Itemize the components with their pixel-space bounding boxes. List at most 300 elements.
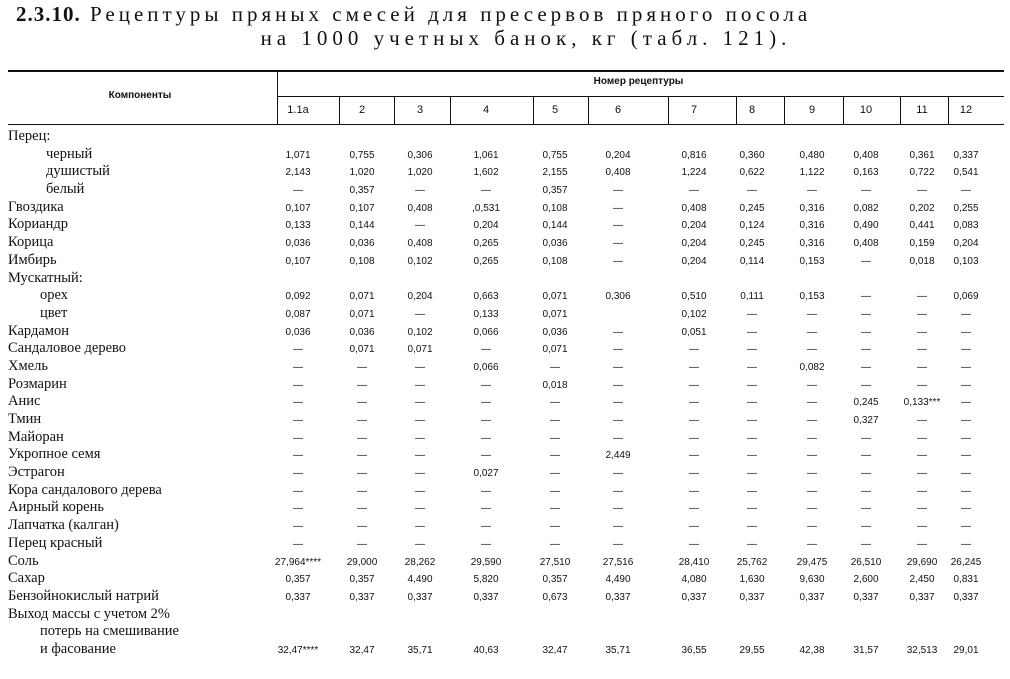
table-cell: 29,475 [796,556,828,568]
table-cell: 0,071 [542,344,568,356]
table-cell: — [550,415,560,426]
table-cell: 28,262 [404,556,436,568]
table-row [0,570,1010,588]
row-label: Бензойнокислый натрий [8,587,159,604]
table-cell: — [807,308,817,320]
row-label: белый [46,181,85,198]
table-cell: — [357,468,367,480]
table-cell: — [357,450,367,462]
table-cell: 0,082 [799,361,825,373]
table-cell: 0,337 [909,591,935,603]
row-label: Эстрагон [8,464,65,481]
table-cell: — [747,503,757,515]
row-label: черный [46,145,93,162]
column-separator [277,71,278,125]
table-cell: 0,083 [953,220,979,232]
table-cell: 27,516 [602,556,634,568]
row-label: Перец: [8,128,51,144]
table-cell: — [689,432,699,444]
table-cell: 0,066 [473,326,499,338]
table-row [0,517,1010,535]
table-cell: — [861,468,871,480]
page-title [16,2,996,50]
table-cell: 0,357 [349,185,375,197]
table-row [0,181,1010,199]
row-label: Имбирь [8,251,57,268]
table-cell: 1,061 [473,149,499,161]
title-line-2: на 1000 учетных банок, кг (табл. 121). [260,26,792,50]
table-cell: — [550,485,560,497]
table-cell: — [747,326,757,338]
table-cell: 0,071 [542,291,568,303]
table-cell: — [807,485,817,497]
column-header-8: 8 [748,104,756,116]
table-cell: 0,337 [407,591,433,603]
table-cell: 1,630 [739,574,765,586]
column-header-5: 5 [551,104,559,116]
table-cell: — [613,185,623,197]
table-cell: 0,265 [473,255,499,267]
table-cell: — [481,503,491,515]
table-cell: 0,831 [953,574,979,586]
column-separator [843,96,844,125]
table-cell: — [415,308,425,320]
table-cell: 0,204 [407,291,433,303]
table-row [0,464,1010,482]
table-cell: — [613,361,623,373]
table-cell: — [917,379,927,391]
table-cell: — [747,308,757,320]
column-separator [339,96,340,125]
row-label: Перец красный [8,534,103,551]
table-cell: — [357,415,367,426]
table-cell: ,0,531 [472,202,500,214]
table-cell: 29,690 [906,556,938,568]
table-cell: — [747,361,757,373]
table-cell: 1,602 [473,167,499,179]
table-cell: — [917,432,927,444]
table-cell: — [613,397,623,409]
table-cell: — [861,255,871,267]
table-cell: — [689,379,699,391]
column-separator [450,96,451,125]
recipe-number-header: Номер рецептуры [593,76,684,87]
table-cell: 32,47 [349,644,375,656]
table-cell: — [747,344,757,356]
table-cell: — [961,468,971,480]
table-cell: — [613,344,623,356]
table-cell: 0,036 [285,238,311,250]
table-cell: — [861,344,871,356]
table-cell: 0,255 [953,202,979,214]
table-cell: — [357,538,367,550]
table-cell: — [961,361,971,373]
table-cell: 0,163 [853,167,879,179]
table-cell: 0,144 [349,220,375,232]
column-separator [668,96,669,125]
table-cell: 0,071 [349,344,375,356]
table-cell: — [293,185,303,197]
row-label: Корица [8,234,54,251]
row-label: Кора сандалового дерева [8,481,162,498]
table-cell: — [293,432,303,444]
table-cell: — [861,538,871,550]
table-cell: — [917,415,927,426]
table-cell: 0,204 [605,149,631,161]
table-cell: 0,202 [909,202,935,214]
table-cell: — [807,344,817,356]
table-cell: — [415,450,425,462]
table-cell: — [293,538,303,550]
table-cell: — [293,344,303,356]
table-cell: 0,722 [909,167,935,179]
table-row [0,499,1010,517]
table-cell: 0,316 [799,238,825,250]
table-cell: 0,337 [853,591,879,603]
table-cell: — [613,521,623,533]
table-cell: 0,755 [542,149,568,161]
table-cell: 0,408 [681,202,707,214]
table-cell: 0,663 [473,291,499,303]
table-cell: — [357,485,367,497]
table-cell: — [613,379,623,391]
table-cell: — [481,485,491,497]
table-cell: — [415,379,425,391]
table-cell: 0,337 [953,591,979,603]
table-cell: 28,410 [678,556,710,568]
table-cell: 0,337 [739,591,765,603]
table-cell: — [917,344,927,356]
table-cell: — [613,255,623,267]
table-cell: — [807,326,817,338]
components-header: Компоненты [108,90,172,101]
table-cell: — [747,397,757,409]
table-cell: 0,159 [909,238,935,250]
table-cell: — [415,415,425,426]
table-cell: 0,204 [953,238,979,250]
table-cell: 0,071 [407,344,433,356]
table-cell: — [861,450,871,462]
table-cell: — [807,185,817,197]
table-cell: — [550,361,560,373]
table-cell: — [961,450,971,462]
table-cell: — [481,397,491,409]
table-row [0,553,1010,571]
table-row [0,199,1010,217]
table-cell: — [357,503,367,515]
table-cell: 0,071 [349,308,375,320]
table-cell: — [415,503,425,515]
row-label: и фасование [40,640,116,657]
table-cell: 0,018 [542,379,568,391]
table-cell: — [689,450,699,462]
table-row [0,393,1010,411]
table-cell: — [613,415,623,426]
table-cell: 0,337 [605,591,631,603]
table-cell: 0,069 [953,291,979,303]
table-cell: 0,102 [407,255,433,267]
section-number: 2.3.10. [16,2,81,26]
table-cell: — [861,432,871,444]
table-cell: — [807,379,817,391]
row-label: Мускатный: [8,269,83,286]
column-separator [784,96,785,125]
table-row [0,429,1010,447]
table-cell: — [689,485,699,497]
table-cell: 1,020 [349,167,375,179]
table-cell: 0,337 [799,591,825,603]
table-cell: — [807,415,817,426]
title-line-1: Рецептуры пряных смесей для пресервов пряного посола [90,2,812,26]
table-cell: — [415,185,425,197]
table-cell: — [481,432,491,444]
table-cell: — [861,326,871,338]
table-cell: 29,000 [346,556,378,568]
table-cell: 0,103 [953,255,979,267]
table-cell: — [917,521,927,533]
header-sub-rule [277,96,1004,97]
recipe-table [0,128,1010,659]
table-cell: — [961,397,971,409]
table-cell: — [613,503,623,515]
table-cell: — [961,521,971,533]
table-cell: — [293,361,303,373]
table-cell: 0,316 [799,202,825,214]
table-cell: 0,018 [909,255,935,267]
table-row [0,376,1010,394]
table-cell: — [689,361,699,373]
table-cell: — [861,291,871,303]
table-cell: 0,441 [909,220,935,232]
table-cell: 0,107 [349,202,375,214]
table-cell: 4,490 [407,574,433,586]
row-label: Кориандр [8,216,69,233]
table-row [0,323,1010,341]
table-cell: 0,051 [681,326,707,338]
row-label: Сахар [8,570,45,587]
table-cell: — [917,538,927,550]
column-header-11: 11 [916,104,928,116]
table-cell: 29,590 [470,556,502,568]
table-cell: — [747,521,757,533]
column-header-6: 6 [614,104,622,116]
table-cell: 0,265 [473,238,499,250]
table-cell: 0,027 [473,468,499,480]
table-cell: 4,490 [605,574,631,586]
table-cell: 0,357 [285,574,311,586]
table-cell: 0,337 [285,591,311,603]
table-cell: 32,47 [542,644,568,656]
table-cell: 29,55 [739,644,765,656]
table-cell: — [613,326,623,338]
table-cell: — [917,308,927,320]
column-separator [900,96,901,125]
table-cell: — [807,450,817,462]
table-cell: 2,450 [909,574,935,586]
table-cell: — [689,415,699,426]
table-cell: — [481,185,491,197]
table-cell: — [917,503,927,515]
table-cell: — [961,485,971,497]
table-cell: — [550,521,560,533]
table-cell: — [861,485,871,497]
table-cell: 0,066 [473,361,499,373]
table-cell: 0,622 [739,167,765,179]
table-cell: — [807,521,817,533]
column-header-2: 2 [358,104,366,116]
table-cell: 0,153 [799,291,825,303]
column-header-7: 7 [690,104,698,116]
table-cell: 0,204 [473,220,499,232]
table-cell: 32,47**** [277,644,319,656]
table-row [0,482,1010,500]
table-cell: 0,510 [681,291,707,303]
table-cell: 0,133*** [903,397,941,409]
table-cell: — [415,361,425,373]
table-cell: — [961,538,971,550]
table-row [0,305,1010,323]
table-cell: 27,964**** [274,556,322,568]
row-label: орех [40,287,68,304]
table-cell: — [293,415,303,426]
row-label: Розмарин [8,375,67,392]
table-cell: 0,092 [285,291,311,303]
row-label: Майоран [8,428,64,445]
table-cell: — [807,538,817,550]
table-cell: 0,357 [349,574,375,586]
table-cell: — [747,432,757,444]
row-label: Соль [8,552,39,569]
table-cell: — [807,397,817,409]
table-cell: 31,57 [853,644,879,656]
table-cell: 25,762 [736,556,768,568]
table-cell: — [293,468,303,480]
row-label: Тмин [8,411,42,427]
table-cell: 9,630 [799,574,825,586]
table-cell: — [807,432,817,444]
table-cell: — [613,538,623,550]
table-cell: 26,245 [950,556,982,568]
table-cell: — [961,379,971,391]
table-cell: 26,510 [850,556,882,568]
table-cell: — [550,503,560,515]
table-cell: 0,316 [799,220,825,232]
table-cell: — [293,485,303,497]
table-cell: 0,153 [799,255,825,267]
table-cell: 0,108 [349,255,375,267]
table-cell: 1,071 [285,149,311,161]
table-cell: 0,245 [853,397,879,409]
table-cell: — [861,379,871,391]
table-cell: 0,204 [681,238,707,250]
column-header-12: 12 [959,104,973,116]
table-cell: 32,513 [906,644,938,656]
table-cell: — [357,521,367,533]
table-cell: 0,204 [681,255,707,267]
table-cell: 0,306 [605,291,631,303]
table-cell: 0,144 [542,220,568,232]
table-cell: 0,071 [349,291,375,303]
table-cell: — [689,468,699,480]
table-cell: 0,357 [542,185,568,197]
table-cell: — [689,521,699,533]
table-cell: 40,63 [473,644,499,656]
table-row [0,128,1010,146]
column-header-4: 4 [482,104,490,116]
table-cell: 36,55 [681,644,707,656]
table-cell: — [415,220,425,232]
table-cell: — [613,485,623,497]
table-cell: — [861,308,871,320]
table-row [0,234,1010,252]
table-cell: 0,755 [349,149,375,161]
table-cell: 2,143 [285,167,311,179]
table-row [0,606,1010,624]
table-cell: 0,107 [285,202,311,214]
table-cell: 0,036 [349,238,375,250]
table-cell: 0,816 [681,149,707,161]
table-cell: — [357,432,367,444]
table-cell: — [917,450,927,462]
table-cell: — [481,521,491,533]
table-cell: 0,036 [542,238,568,250]
table-cell: — [689,397,699,409]
table-cell: — [357,397,367,409]
table-cell: 0,111 [740,291,764,303]
table-cell: 0,361 [909,149,935,161]
table-cell: 1,224 [681,167,707,179]
table-cell: 0,036 [349,326,375,338]
header-bottom-rule [8,124,1004,125]
table-cell: — [689,185,699,197]
row-label: Сандаловое дерево [8,340,127,357]
table-cell: 0,133 [285,220,311,232]
row-label: Аирный корень [8,499,104,516]
table-row [0,623,1010,641]
table-cell: — [550,432,560,444]
column-separator [533,96,534,125]
table-row [0,270,1010,288]
table-cell: 4,080 [681,574,707,586]
table-cell: 0,306 [407,149,433,161]
table-cell: — [550,450,560,462]
row-label: Лапчатка (калган) [8,517,119,534]
table-cell: — [917,361,927,373]
row-label: Гвоздика [8,198,64,215]
table-top-rule [8,70,1004,72]
table-cell: 35,71 [605,644,631,656]
table-cell: 0,360 [739,149,765,161]
table-row [0,358,1010,376]
table-row [0,340,1010,358]
table-cell: — [613,468,623,480]
table-cell: 1,122 [799,167,825,179]
table-row [0,641,1010,659]
column-header-3: 3 [416,104,424,116]
table-cell: 0,133 [473,308,499,320]
table-cell: 0,108 [542,202,568,214]
table-cell: 0,107 [285,255,311,267]
table-cell: — [917,485,927,497]
table-cell: — [293,503,303,515]
table-cell: 2,449 [605,450,631,462]
column-header-10: 10 [859,104,873,116]
table-cell: — [481,379,491,391]
table-cell: 0,541 [953,167,979,179]
table-cell: — [415,521,425,533]
table-cell: — [613,202,623,214]
table-cell: — [357,361,367,373]
